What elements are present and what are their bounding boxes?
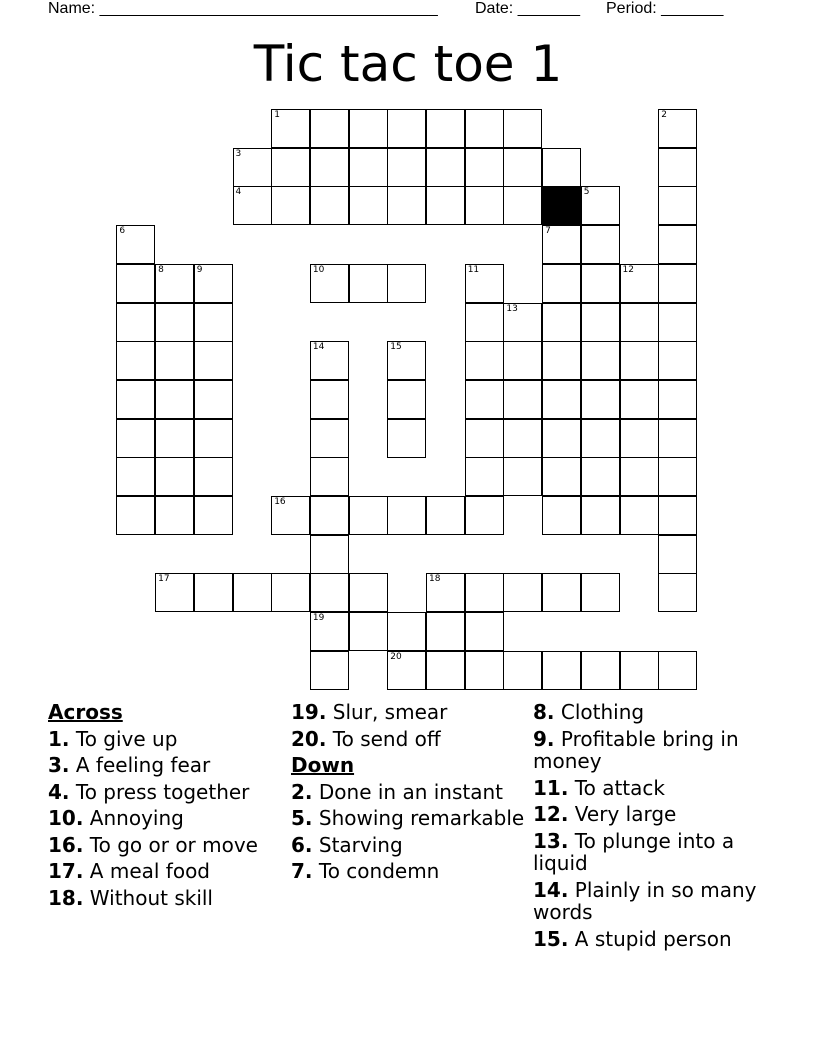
grid-cell[interactable] — [465, 573, 504, 612]
grid-cell[interactable] — [426, 148, 465, 187]
grid-cell[interactable] — [542, 264, 581, 303]
cell-number: 3 — [235, 148, 242, 159]
clues-column-3 — [533, 701, 773, 954]
grid-cell[interactable] — [542, 496, 581, 535]
grid-cell[interactable] — [620, 419, 659, 458]
grid-cell[interactable] — [658, 419, 697, 458]
cell-number: 2 — [661, 110, 667, 120]
cell-number: 8 — [158, 264, 164, 275]
date-label: Date: — [475, 0, 514, 17]
grid-cell[interactable] — [658, 109, 697, 148]
clue-number: 2. — [291, 779, 313, 804]
clue-item — [533, 777, 773, 800]
grid-cell[interactable] — [581, 341, 620, 380]
grid-cell[interactable] — [310, 573, 349, 612]
grid-cell[interactable] — [503, 419, 542, 458]
clue-item — [48, 887, 283, 910]
grid-cell[interactable] — [233, 148, 272, 187]
grid-cell[interactable] — [465, 380, 504, 419]
clue-item — [48, 860, 283, 883]
grid-cell[interactable] — [465, 303, 504, 342]
clues-column-2 — [291, 701, 526, 887]
grid-cell[interactable] — [155, 303, 194, 342]
grid-cell[interactable] — [310, 148, 349, 187]
clue-number: 13. — [533, 828, 569, 853]
grid-cell[interactable] — [155, 457, 194, 496]
grid-cell[interactable] — [194, 303, 233, 342]
clue-number: 1. — [48, 726, 70, 751]
grid-cell[interactable] — [116, 264, 155, 303]
clue-text: Slur, smear — [332, 700, 448, 724]
clue-item — [533, 701, 773, 724]
clue-number: 4. — [48, 779, 70, 804]
clues-column-1 — [48, 701, 283, 913]
grid-cell[interactable] — [620, 380, 659, 419]
clue-text: Annoying — [89, 806, 184, 830]
grid-cell[interactable] — [155, 264, 194, 303]
grid-cell[interactable] — [581, 380, 620, 419]
clue-item — [48, 754, 283, 777]
clue-item — [291, 781, 526, 804]
grid-cell[interactable] — [658, 225, 697, 264]
clue-item — [291, 701, 526, 724]
grid-cell[interactable] — [503, 457, 542, 496]
clue-number: 16. — [48, 832, 84, 857]
grid-cell[interactable] — [349, 148, 388, 187]
clue-item — [533, 879, 773, 924]
grid-cell[interactable] — [503, 303, 542, 342]
clue-number: 11. — [533, 775, 569, 800]
cell-number: 4 — [235, 187, 242, 198]
grid-cell[interactable] — [658, 303, 697, 342]
grid-cell[interactable] — [194, 380, 233, 419]
grid-cell[interactable] — [658, 341, 697, 380]
grid-cell[interactable] — [465, 264, 504, 303]
grid-cell[interactable] — [658, 148, 697, 187]
grid-cell[interactable] — [426, 496, 465, 535]
cell-number: 13 — [506, 303, 518, 314]
grid-cell[interactable] — [542, 457, 581, 496]
grid-cell[interactable] — [426, 651, 465, 690]
cell-number: 5 — [583, 187, 590, 198]
grid-cell[interactable] — [426, 573, 465, 612]
grid-cell[interactable] — [310, 457, 349, 496]
clue-number: 12. — [533, 802, 569, 826]
grid-cell[interactable] — [542, 303, 581, 342]
clue-text: To condemn — [318, 859, 440, 883]
clue-text: To press together — [75, 779, 250, 804]
grid-cell[interactable] — [194, 341, 233, 380]
grid-cell[interactable] — [387, 612, 426, 651]
clue-item — [48, 834, 283, 857]
grid-cell[interactable] — [387, 380, 426, 419]
grid-cell[interactable] — [542, 148, 581, 187]
clue-item — [533, 803, 773, 826]
grid-cell[interactable] — [310, 535, 349, 574]
clue-text: Showing remarkable — [318, 806, 525, 830]
grid-cell[interactable] — [581, 264, 620, 303]
grid-cell[interactable] — [465, 612, 504, 651]
cell-number: 14 — [312, 342, 325, 353]
cell-number: 6 — [119, 226, 126, 237]
cell-number: 7 — [545, 226, 551, 237]
grid-cell[interactable] — [310, 419, 349, 458]
grid-cell[interactable] — [620, 264, 659, 303]
grid-cell[interactable] — [542, 419, 581, 458]
clue-number: 9. — [533, 726, 555, 751]
grid-cell[interactable] — [465, 148, 504, 187]
clue-item — [291, 834, 526, 857]
cell-number: 19 — [312, 613, 325, 624]
grid-cell[interactable] — [155, 573, 194, 612]
clue-text: A stupid person — [574, 926, 732, 951]
grid-cell[interactable] — [349, 264, 388, 303]
clue-item — [48, 728, 283, 751]
grid-cell[interactable] — [620, 496, 659, 535]
clue-number: 20. — [291, 726, 327, 751]
grid-cell[interactable] — [155, 380, 194, 419]
grid-cell[interactable] — [503, 573, 542, 612]
grid-cell[interactable] — [387, 264, 426, 303]
grid-cell[interactable] — [387, 496, 426, 535]
grid-cell[interactable] — [426, 109, 465, 148]
grid-cell[interactable] — [658, 264, 697, 303]
grid-cell[interactable] — [271, 573, 310, 612]
grid-cell[interactable] — [465, 419, 504, 458]
clue-item — [291, 807, 526, 830]
grid-cell[interactable] — [194, 457, 233, 496]
grid-cell[interactable] — [465, 496, 504, 535]
cell-number: 20 — [390, 651, 402, 662]
grid-cell[interactable] — [310, 496, 349, 535]
grid-cell[interactable] — [503, 380, 542, 419]
cell-number: 9 — [196, 264, 203, 275]
clue-number: 19. — [291, 700, 327, 724]
grid-cell[interactable] — [310, 612, 349, 651]
clue-number: 14. — [533, 877, 569, 902]
clue-text: Done in an instant — [318, 779, 503, 804]
grid-cell[interactable] — [658, 651, 697, 690]
grid-cell[interactable] — [581, 186, 620, 225]
grid-cell[interactable] — [116, 341, 155, 380]
cell-number: 12 — [622, 264, 634, 275]
clue-text: Starving — [318, 832, 403, 857]
grid-cell[interactable] — [116, 225, 155, 264]
period-label: Period: — [606, 0, 657, 17]
clue-item — [291, 860, 526, 883]
grid-cell[interactable] — [503, 651, 542, 690]
date-blank: _______ — [517, 0, 580, 17]
clue-text: Profitable bring in money — [533, 726, 739, 773]
clue-text: To give up — [75, 726, 178, 751]
cell-number: 18 — [429, 574, 441, 585]
grid-cell[interactable] — [310, 186, 349, 225]
clue-item — [291, 728, 526, 751]
grid-cell[interactable] — [349, 496, 388, 535]
clue-text: To attack — [574, 775, 665, 800]
clue-number: 7. — [291, 859, 313, 883]
grid-cell[interactable] — [581, 496, 620, 535]
clue-number: 5. — [291, 806, 313, 830]
period-blank: _______ — [661, 0, 724, 17]
grid-cell[interactable] — [155, 496, 194, 535]
grid-cell[interactable] — [658, 573, 697, 612]
grid-cell[interactable] — [542, 225, 581, 264]
clue-text: Very large — [574, 802, 677, 826]
grid-cell[interactable] — [426, 186, 465, 225]
grid-cell[interactable] — [116, 303, 155, 342]
black-cell — [542, 186, 581, 225]
grid-cell[interactable] — [620, 303, 659, 342]
clue-number: 17. — [48, 859, 84, 883]
grid-cell[interactable] — [271, 148, 310, 187]
clue-item — [48, 807, 283, 830]
clue-text: Without skill — [89, 885, 213, 910]
grid-cell[interactable] — [658, 186, 697, 225]
clue-text: To plunge into a liquid — [533, 828, 735, 875]
name-label: Name: — [48, 0, 96, 17]
grid-cell[interactable] — [349, 612, 388, 651]
grid-cell[interactable] — [194, 264, 233, 303]
grid-cell[interactable] — [271, 496, 310, 535]
grid-cell[interactable] — [116, 419, 155, 458]
grid-cell[interactable] — [465, 651, 504, 690]
grid-cell[interactable] — [658, 457, 697, 496]
grid-cell[interactable] — [233, 573, 272, 612]
grid-cell[interactable] — [581, 225, 620, 264]
grid-cell[interactable] — [387, 419, 426, 458]
clue-text: Clothing — [560, 700, 645, 724]
clue-text: A feeling fear — [75, 753, 211, 777]
grid-cell[interactable] — [620, 341, 659, 380]
name-blank: ______________________________________ — [99, 0, 438, 17]
grid-cell[interactable] — [349, 109, 388, 148]
grid-cell[interactable] — [620, 457, 659, 496]
grid-cell[interactable] — [271, 109, 310, 148]
grid-cell[interactable] — [116, 380, 155, 419]
grid-cell[interactable] — [542, 341, 581, 380]
grid-cell[interactable] — [387, 341, 426, 380]
grid-cell[interactable] — [116, 496, 155, 535]
grid-cell[interactable] — [426, 612, 465, 651]
clue-number: 10. — [48, 806, 84, 830]
grid-cell[interactable] — [503, 341, 542, 380]
grid-cell[interactable] — [503, 186, 542, 225]
grid-cell[interactable] — [387, 148, 426, 187]
grid-cell[interactable] — [620, 651, 659, 690]
grid-cell[interactable] — [233, 186, 272, 225]
grid-cell[interactable] — [155, 419, 194, 458]
grid-cell[interactable] — [310, 380, 349, 419]
section-heading: Down — [291, 753, 355, 777]
grid-cell[interactable] — [658, 535, 697, 574]
grid-cell[interactable] — [349, 186, 388, 225]
cell-number: 11 — [467, 264, 480, 275]
grid-cell[interactable] — [581, 651, 620, 690]
clue-number: 6. — [291, 832, 313, 857]
grid-cell[interactable] — [310, 651, 349, 690]
grid-cell[interactable] — [658, 496, 697, 535]
grid-cell[interactable] — [503, 148, 542, 187]
clue-number: 18. — [48, 885, 84, 910]
grid-cell[interactable] — [271, 186, 310, 225]
clue-number: 8. — [533, 700, 555, 724]
grid-cell[interactable] — [658, 380, 697, 419]
grid-cell[interactable] — [542, 573, 581, 612]
grid-cell[interactable] — [503, 109, 542, 148]
cell-number: 1 — [274, 110, 280, 120]
grid-cell[interactable] — [465, 109, 504, 148]
clue-text: To go or or move — [89, 832, 258, 857]
clue-item — [533, 728, 773, 773]
clue-item — [533, 830, 773, 875]
grid-cell[interactable] — [581, 419, 620, 458]
grid-cell[interactable] — [155, 341, 194, 380]
grid-cell[interactable] — [310, 264, 349, 303]
grid-cell[interactable] — [310, 109, 349, 148]
grid-cell[interactable] — [542, 651, 581, 690]
grid-cell[interactable] — [194, 573, 233, 612]
grid-cell[interactable] — [194, 419, 233, 458]
section-heading: Across — [48, 700, 123, 724]
grid-cell[interactable] — [581, 303, 620, 342]
clue-text: To send off — [332, 726, 441, 751]
cell-number: 16 — [274, 497, 286, 507]
grid-cell[interactable] — [465, 457, 504, 496]
grid-cell[interactable] — [465, 341, 504, 380]
grid-cell[interactable] — [116, 457, 155, 496]
grid-cell[interactable] — [581, 573, 620, 612]
page-title: Tic tac toe 1 — [253, 35, 563, 93]
grid-cell[interactable] — [310, 341, 349, 380]
cell-number: 17 — [158, 574, 170, 585]
clue-item — [48, 781, 283, 804]
grid-cell[interactable] — [542, 380, 581, 419]
clue-text: Plainly in so many words — [533, 877, 757, 924]
clue-item — [533, 928, 773, 951]
clue-number: 3. — [48, 753, 70, 777]
grid-cell[interactable] — [349, 573, 388, 612]
clue-text: A meal food — [89, 859, 211, 883]
cell-number: 15 — [390, 342, 402, 353]
grid-cell[interactable] — [387, 651, 426, 690]
grid-cell[interactable] — [194, 496, 233, 535]
clue-number: 15. — [533, 926, 569, 951]
cell-number: 10 — [312, 264, 325, 275]
grid-cell[interactable] — [387, 186, 426, 225]
grid-cell[interactable] — [581, 457, 620, 496]
grid-cell[interactable] — [387, 109, 426, 148]
grid-cell[interactable] — [465, 186, 504, 225]
